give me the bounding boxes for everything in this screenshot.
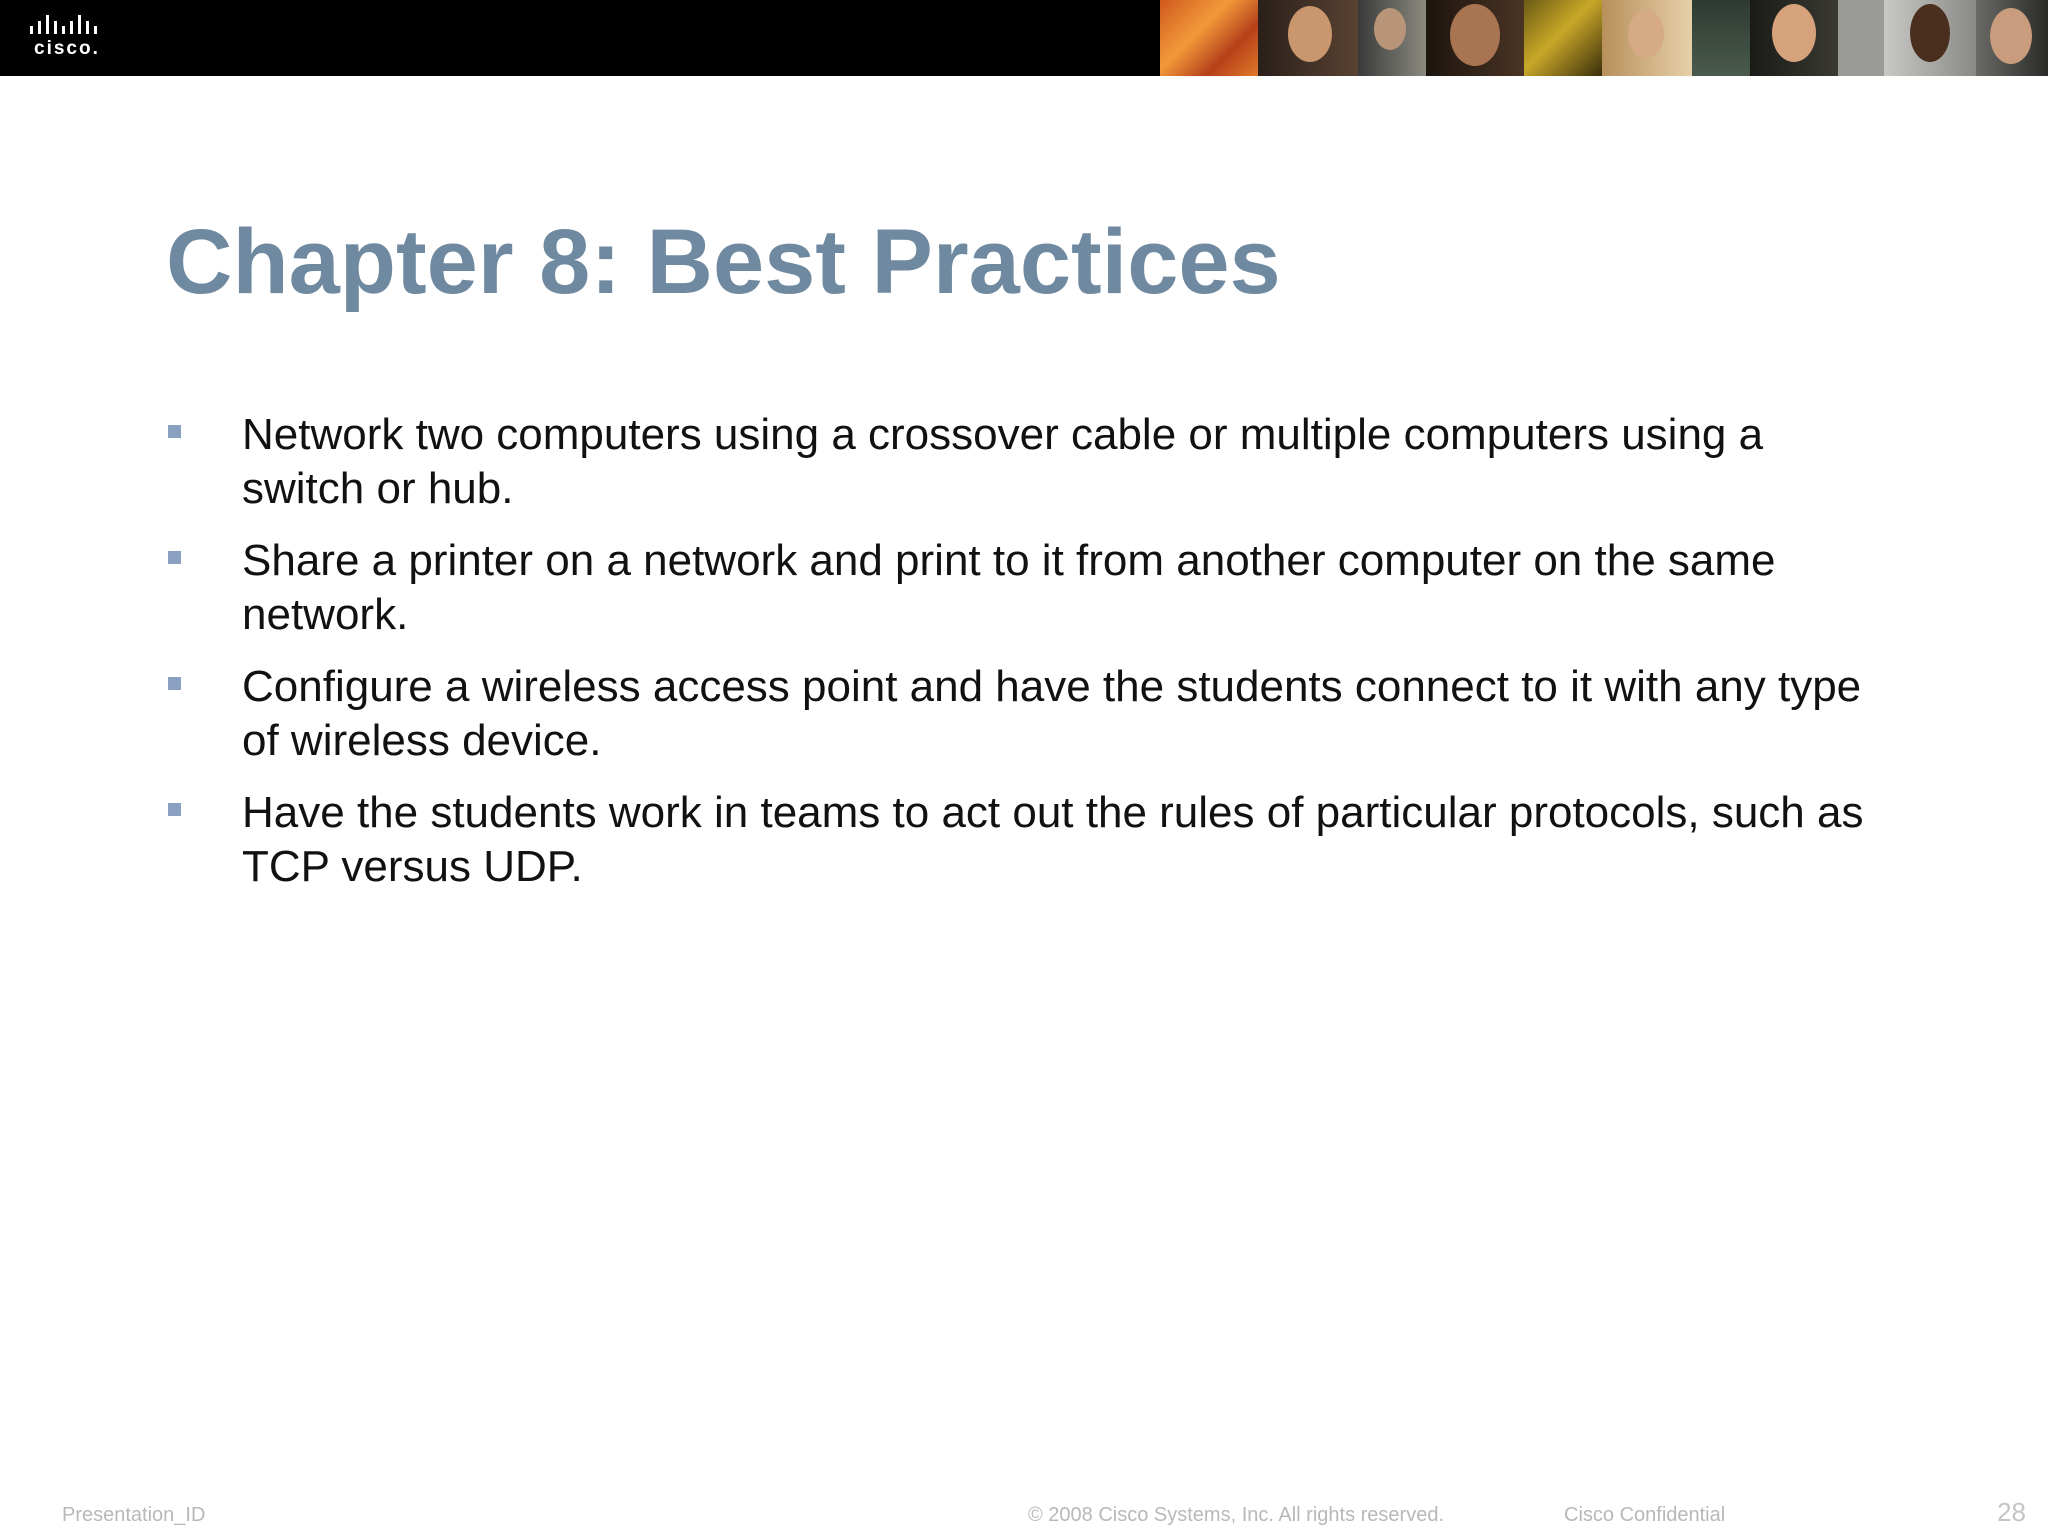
photo-orange-texture [1160,0,1258,76]
bullet-item [166,408,1886,516]
cisco-logo-text: cisco. [34,38,100,59]
bullet-item [166,660,1886,768]
header-banner [0,0,2048,76]
bullet-item [166,786,1886,894]
bullet-item [166,534,1886,642]
square-bullet-icon [168,803,181,816]
bullet-list [166,408,1886,912]
square-bullet-icon [168,551,181,564]
bullet-text: Share a printer on a network and print to it from another computer on the same network. [242,536,1776,639]
page-number: 28 [1997,1497,2026,1527]
footer-confidential: Cisco Confidential [1564,1504,1726,1526]
photo-woman [1258,0,1358,76]
photo-woman-smiling [1750,0,1838,76]
square-bullet-icon [168,425,181,438]
slide-title: Chapter 8: Best Practices [166,211,1281,313]
header-photo-strip [1160,0,2048,76]
photo-man [1884,0,1976,76]
square-bullet-icon [168,677,181,690]
bullet-text: Have the students work in teams to act out the rules of particular protocols, such as TCP versus UDP. [242,788,1864,891]
bullet-text: Configure a wireless access point and have the students connect to it with any type of wireless device. [242,662,1862,765]
photo-abstract-yellow [1524,0,1602,76]
photo-man-cap [1976,0,2048,76]
photo-young-man [1426,0,1524,76]
photo-chalkboard [1692,0,1750,76]
footer-copyright: © 2008 Cisco Systems, Inc. All rights reserved. [1028,1504,1445,1526]
photo-blank-gap [1838,0,1884,76]
photo-woman-scarf [1602,0,1692,76]
footer-presentation-id: Presentation_ID [62,1504,206,1526]
bullet-text: Network two computers using a crossover cable or multiple computers using a switch or hub. [242,410,1764,513]
photo-man-suit [1358,0,1426,76]
